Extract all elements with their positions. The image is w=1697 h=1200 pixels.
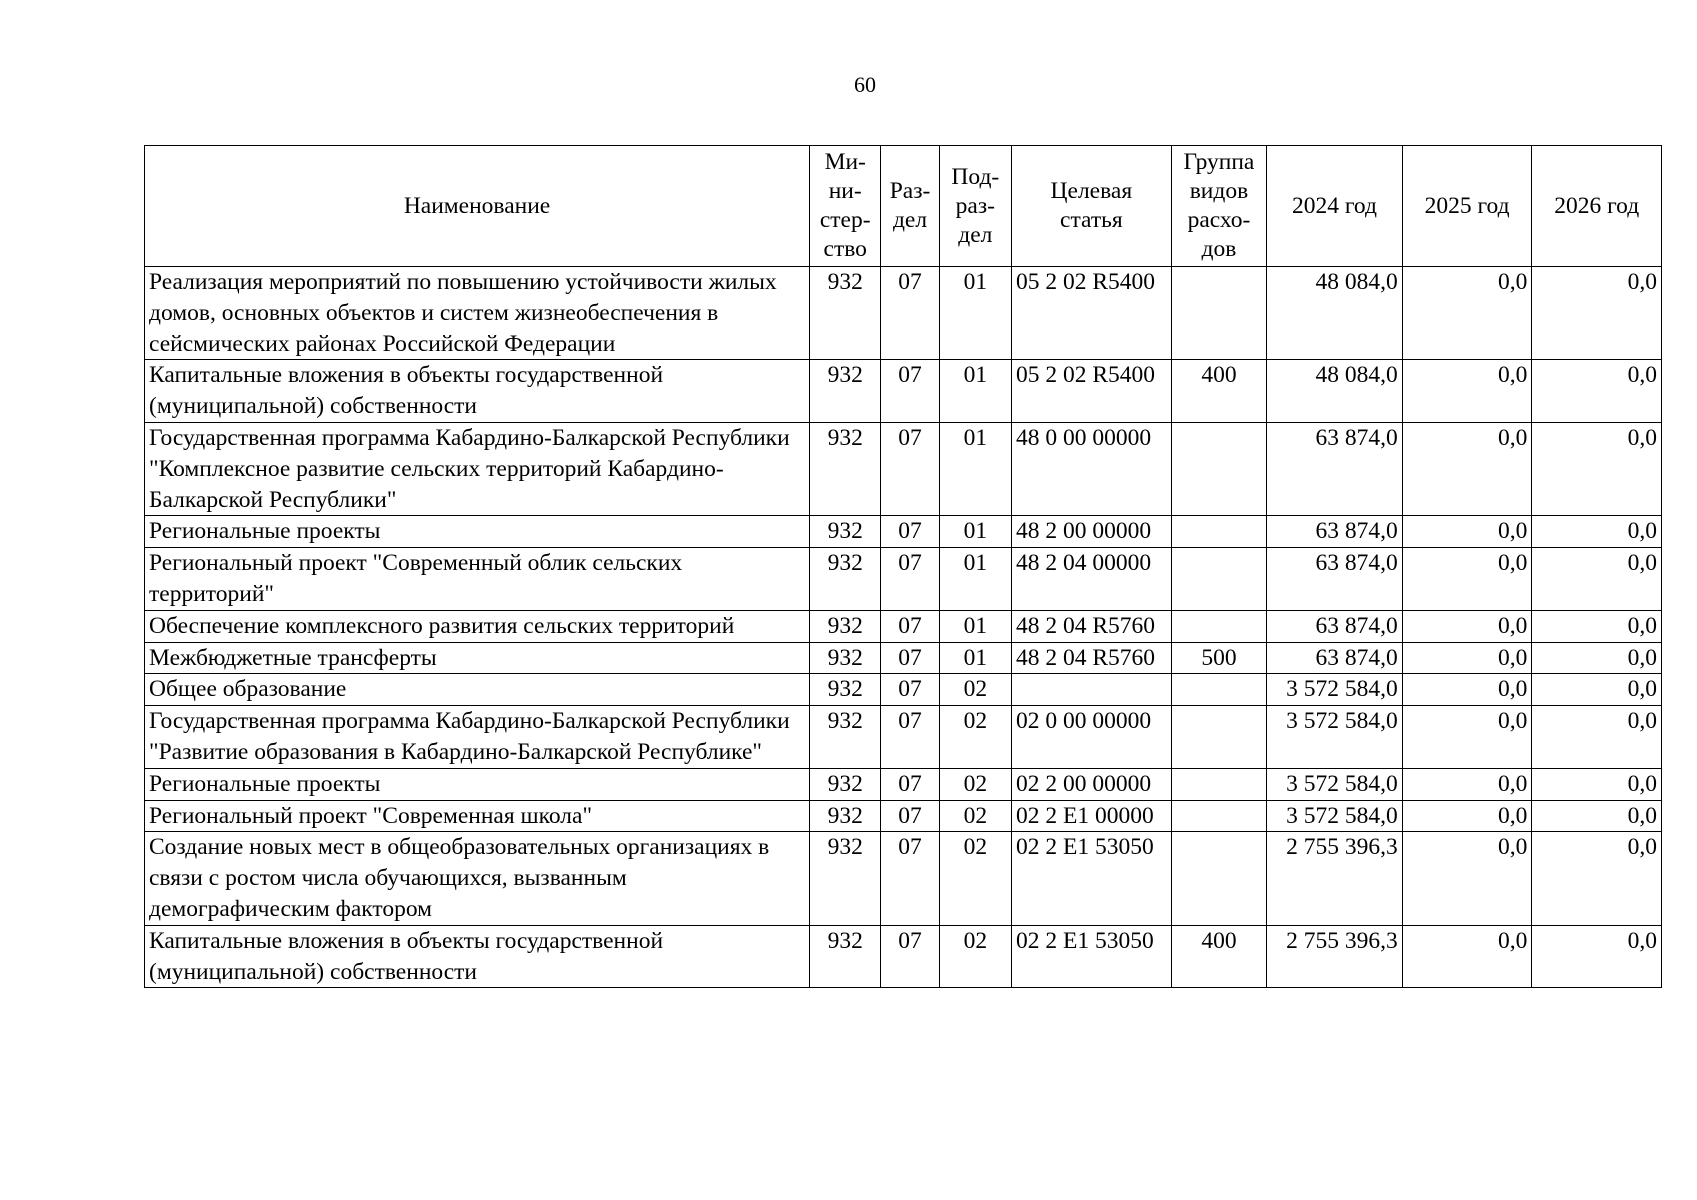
cell-name: Обеспечение комплексного развития сельских территорий	[145, 610, 810, 642]
cell-expense-group	[1171, 422, 1266, 515]
cell-ministry: 932	[810, 267, 881, 360]
cell-target: 02 0 00 00000	[1011, 706, 1171, 769]
cell-2026: 0,0	[1532, 267, 1662, 360]
cell-ministry: 932	[810, 548, 881, 611]
cell-2024: 3 572 584,0	[1267, 674, 1403, 706]
cell-subsection: 02	[939, 800, 1011, 832]
page-number: 60	[854, 72, 876, 97]
cell-expense-group: 400	[1171, 925, 1266, 988]
cell-expense-group	[1171, 706, 1266, 769]
cell-2025: 0,0	[1402, 706, 1532, 769]
cell-target: 05 2 02 R5400	[1011, 267, 1171, 360]
cell-subsection: 01	[939, 267, 1011, 360]
cell-2025: 0,0	[1402, 548, 1532, 611]
cell-ministry: 932	[810, 706, 881, 769]
table-body	[145, 267, 1662, 988]
cell-2024: 2 755 396,3	[1267, 832, 1403, 925]
cell-target	[1011, 674, 1171, 706]
cell-2024: 63 874,0	[1267, 516, 1403, 548]
header-expense-group: Группа видов расхо- дов	[1171, 146, 1266, 267]
cell-ministry: 932	[810, 422, 881, 515]
table-row	[145, 925, 1662, 988]
cell-2025: 0,0	[1402, 516, 1532, 548]
header-name: Наименование	[145, 146, 810, 267]
table-row	[145, 610, 1662, 642]
cell-2024: 63 874,0	[1267, 422, 1403, 515]
cell-ministry: 932	[810, 516, 881, 548]
cell-target: 05 2 02 R5400	[1011, 360, 1171, 423]
cell-2026: 0,0	[1532, 516, 1662, 548]
cell-target: 48 2 04 R5760	[1011, 610, 1171, 642]
cell-2026: 0,0	[1532, 360, 1662, 423]
table-row	[145, 516, 1662, 548]
cell-target: 02 2 E1 53050	[1011, 925, 1171, 988]
cell-section: 07	[881, 516, 939, 548]
cell-subsection: 01	[939, 360, 1011, 423]
table-row	[145, 674, 1662, 706]
cell-subsection: 01	[939, 548, 1011, 611]
cell-subsection: 01	[939, 422, 1011, 515]
cell-2025: 0,0	[1402, 925, 1532, 988]
cell-2024: 63 874,0	[1267, 642, 1403, 674]
table-row	[145, 768, 1662, 800]
cell-2025: 0,0	[1402, 360, 1532, 423]
cell-ministry: 932	[810, 642, 881, 674]
cell-subsection: 02	[939, 832, 1011, 925]
cell-target: 02 2 E1 00000	[1011, 800, 1171, 832]
cell-expense-group	[1171, 800, 1266, 832]
cell-name: Региональный проект "Современный облик сельских территорий"	[145, 548, 810, 611]
cell-section: 07	[881, 610, 939, 642]
cell-name: Общее образование	[145, 674, 810, 706]
cell-section: 07	[881, 642, 939, 674]
cell-ministry: 932	[810, 768, 881, 800]
cell-2026: 0,0	[1532, 768, 1662, 800]
budget-table	[144, 145, 1662, 988]
cell-section: 07	[881, 422, 939, 515]
cell-2026: 0,0	[1532, 925, 1662, 988]
cell-2025: 0,0	[1402, 422, 1532, 515]
header-2026: 2026 год	[1532, 146, 1662, 267]
cell-ministry: 932	[810, 800, 881, 832]
cell-section: 07	[881, 267, 939, 360]
cell-2024: 48 084,0	[1267, 360, 1403, 423]
cell-ministry: 932	[810, 610, 881, 642]
cell-2024: 63 874,0	[1267, 548, 1403, 611]
cell-subsection: 01	[939, 610, 1011, 642]
cell-2024: 3 572 584,0	[1267, 768, 1403, 800]
cell-2024: 48 084,0	[1267, 267, 1403, 360]
cell-2024: 2 755 396,3	[1267, 925, 1403, 988]
cell-2025: 0,0	[1402, 832, 1532, 925]
cell-section: 07	[881, 925, 939, 988]
cell-2025: 0,0	[1402, 674, 1532, 706]
cell-2026: 0,0	[1532, 800, 1662, 832]
header-2025: 2025 год	[1402, 146, 1532, 267]
cell-target: 02 2 E1 53050	[1011, 832, 1171, 925]
header-subsection: Под- раз- дел	[939, 146, 1011, 267]
cell-ministry: 932	[810, 925, 881, 988]
cell-2025: 0,0	[1402, 768, 1532, 800]
cell-target: 48 2 04 R5760	[1011, 642, 1171, 674]
header-section: Раз- дел	[881, 146, 939, 267]
cell-expense-group	[1171, 548, 1266, 611]
cell-subsection: 02	[939, 706, 1011, 769]
cell-2026: 0,0	[1532, 610, 1662, 642]
cell-name: Государственная программа Кабардино-Балкарской Республики "Комплексное развитие сельских территорий Кабардино-Балкарской Республики"	[145, 422, 810, 515]
header-ministry: Ми- ни- стер- ство	[810, 146, 881, 267]
cell-2026: 0,0	[1532, 832, 1662, 925]
cell-2025: 0,0	[1402, 267, 1532, 360]
cell-section: 07	[881, 548, 939, 611]
cell-2026: 0,0	[1532, 674, 1662, 706]
table-row	[145, 642, 1662, 674]
cell-section: 07	[881, 768, 939, 800]
cell-section: 07	[881, 706, 939, 769]
cell-section: 07	[881, 832, 939, 925]
table-row	[145, 548, 1662, 611]
cell-target: 48 0 00 00000	[1011, 422, 1171, 515]
cell-subsection: 01	[939, 516, 1011, 548]
cell-section: 07	[881, 674, 939, 706]
table-row	[145, 422, 1662, 515]
header-target: Целевая статья	[1011, 146, 1171, 267]
table-row	[145, 706, 1662, 769]
cell-expense-group	[1171, 768, 1266, 800]
cell-2026: 0,0	[1532, 642, 1662, 674]
header-2024: 2024 год	[1267, 146, 1403, 267]
cell-name: Создание новых мест в общеобразовательных организациях в связи с ростом числа обучающихся, вызванным демографическим фактором	[145, 832, 810, 925]
cell-target: 48 2 00 00000	[1011, 516, 1171, 548]
cell-2025: 0,0	[1402, 642, 1532, 674]
cell-2026: 0,0	[1532, 706, 1662, 769]
cell-section: 07	[881, 800, 939, 832]
cell-name: Реализация мероприятий по повышению устойчивости жилых домов, основных объектов и систем жизнеобеспечения в сейсмических районах Российской Федерации	[145, 267, 810, 360]
cell-subsection: 01	[939, 642, 1011, 674]
cell-2024: 63 874,0	[1267, 610, 1403, 642]
cell-name: Региональные проекты	[145, 768, 810, 800]
cell-2025: 0,0	[1402, 610, 1532, 642]
table-row	[145, 832, 1662, 925]
cell-name: Межбюджетные трансферты	[145, 642, 810, 674]
cell-target: 48 2 04 00000	[1011, 548, 1171, 611]
cell-expense-group	[1171, 267, 1266, 360]
table-row	[145, 800, 1662, 832]
table-row	[145, 360, 1662, 423]
cell-2026: 0,0	[1532, 548, 1662, 611]
cell-expense-group	[1171, 610, 1266, 642]
cell-2024: 3 572 584,0	[1267, 800, 1403, 832]
cell-expense-group	[1171, 516, 1266, 548]
cell-expense-group	[1171, 674, 1266, 706]
cell-target: 02 2 00 00000	[1011, 768, 1171, 800]
cell-name: Государственная программа Кабардино-Балкарской Республики "Развитие образования в Кабардино-Балкарской Республике"	[145, 706, 810, 769]
cell-2024: 3 572 584,0	[1267, 706, 1403, 769]
cell-section: 07	[881, 360, 939, 423]
cell-name: Капитальные вложения в объекты государственной (муниципальной) собственности	[145, 925, 810, 988]
cell-ministry: 932	[810, 832, 881, 925]
table-row	[145, 267, 1662, 360]
cell-subsection: 02	[939, 768, 1011, 800]
cell-subsection: 02	[939, 925, 1011, 988]
cell-name: Капитальные вложения в объекты государственной (муниципальной) собственности	[145, 360, 810, 423]
cell-2025: 0,0	[1402, 800, 1532, 832]
cell-expense-group	[1171, 832, 1266, 925]
cell-name: Региональный проект "Современная школа"	[145, 800, 810, 832]
header-row	[145, 146, 1662, 267]
cell-name: Региональные проекты	[145, 516, 810, 548]
cell-2026: 0,0	[1532, 422, 1662, 515]
cell-ministry: 932	[810, 360, 881, 423]
cell-expense-group: 400	[1171, 360, 1266, 423]
cell-expense-group: 500	[1171, 642, 1266, 674]
cell-ministry: 932	[810, 674, 881, 706]
cell-subsection: 02	[939, 674, 1011, 706]
